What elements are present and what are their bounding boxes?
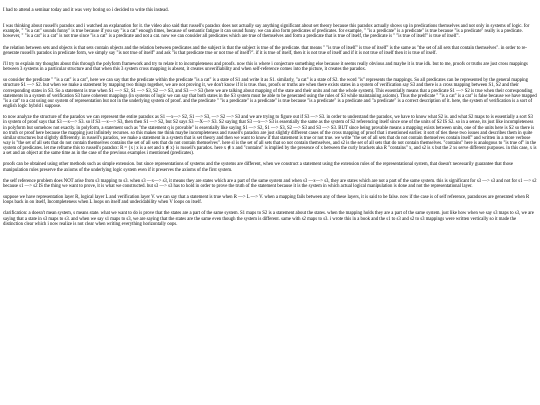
paragraph-clarification: clarification: a doesn't mean system, s means state. what we want to do is prove that the states are a part of the same system. S1 maps to S2 is a statement about the states. when the mapping holds they are a part of the same system. just like how when we say s3 maps to s3, we are saying that a state in s3 maps to s3. and when we say s1 maps to s3, we are saying that the states are the same even though the system is different. same with s2 maps to s3. i wrote this in a book and the s1 to s3 and s2 to s3 mappings were written vertically so it made the distinction clear which i now realize is not clear when writing everything horizontally oops. <box>3 211 534 227</box>
paragraph-sets-and-predicates: the relation between sets and objects is that sets contain objects and the relation between predicates and the subject is that the subject is true of the predicate. that means " "is true of itself" is true of itself" is the same as "the set of all sets that contain themselves". in order to re-generate russell's paradox in predicate form, we simply say "is not true of itself" and ask "is that predicate true or not true of itself?". if it is true of itself, then it is not true of itself and if it is not true of itself then it is true of itself. <box>3 45 527 56</box>
paragraph-self-reference: the self reference problem does NOT arise from s3 mapping to s3. when s3 —x—> s3, it means they are states which are a part of the same system and when s3 —x—> s3, they are states which are not a part of the same system. this is significant for s3 —> s3 and not for s1 —> s2 because s1 —> s2 IS the thing we want to prove, it is what we constructed. but s3 —> s3 has to hold in order to prove the truth of the statement because it is the system in which actual logical manipulation is done and not the representational layer. <box>3 178 537 189</box>
paragraph-intro: I had to attend a seminar today and it was very boring so i decided to write this instead. <box>3 8 169 13</box>
paragraph-cross-mapping-proof: so consider the predicate " "is a cat" is a cat", here we can say that the predicate within the predicate "is a cat" is a state of S1 and write it as S1. similarly, "a cat" is a state of S2. the word "is" represents the mappings. So all predicates can be represented by the general mapping structure S1 —> S2. but when we make a statement by mapping two things together, we are not proving it, we don't know if it is true. thus, proofs or truths are when there exists states in a system of verification say S3 and there is a cross mapping between S1, S2 and their corresponding states in S3. So a statement is true when S1 —> S2, S1 —> S3, S2 —> S3, and S3 —> S3 (here we are talking about mapping of the state and their units and not the whole system). This essentially means that a predicate S1 —> S2 is true when their corresponding statements in a system of verification S3 have coherent mappings (in systems of logic we can say that both states in the S3 system must be able to be generated using the rules of S3 while maintaining axioms). Thus the predicate " "is a cat" is a cat" is false because we have mapped "is a cat" to a cat using our system of representation but not in the underlying system of proof. and the predicate " "is a predicate" is a predicate" is true because "is a predicate" is a predicate and "a predicate" is a correct description of it. here, the system of verification is a sort of english logic hybrid i suppose. <box>3 78 537 110</box>
paragraph-paradox-structure: to now analyze the structure of the paradox we can represent the entire paradox as S1 —x—> S2, S1 —> S3, —> S2 —> S3 and we are trying to figure out if S3 —> S3. in order to understand the paradox, we have to know what S2 is. and what S2 maps to is essentially a sort S3 in system of proof says that S3 —x—> S3. so if S3 —x—> S3, then then S1 —> S2, but S2 says S3 —X—> S3. S2 saying that S3 —x—> S3 is essentially the same as the system of S2 referencing itself since one of the units of S2 IS S2. so in a sense, its just like incompleteness in polyform but somehow not exactly. in polyform, a statement such as "the statement q is provable" is essentially like saying S1 —> S2, S1 —> S3, S2 —> S3 and S3 —> S3. BUT since being provable means a mapping exists between units, one of the units here is S2 so there is no truth or proof here because the mapping just infinitely recurses. so this makes me think maybe incompleteness and russell's paradox are just slightly different cases of the cross mapping of proof that i mentioned earlier. it sort of ties these two issues and describes them in quite similar structures but slightly differently. in russell's paradox, we make a statement in a system that is set theory and then we want to know if that statement is true or not true. we write "the set of all sets that do not contain themselves contain itself" and written in a more verbose way is "the set of all sets that do not contain themselves contains the set of all sets that do not contain themselves". here sl is the set of all sets that so not contain themselves, and s2 is the set of all sets that do not contain themselves. "contains" here is analogous to "is true of" in the system of predicates. let me reframe this to russell's paradox: R = {x | x is a set and x ∉ x} is russell's paradox. here x ∉ x and "contains" is implied by the presence of x between the curly brackets aka R "contains" x, and s2 is x but the 2 xs serve different purposes. in this case, x is a set and an object at the same time as in the case of the previous examples i mentioned (predicates). <box>3 115 537 157</box>
paragraph-polyform-framework: i'll try to explain my thoughts about this through the polyform framework and try to relate it to incompleteness and proofs. now this is where i conjecture something else because it seems really obvious and maybe it is true idk. but to me, proofs or truths are just cross mappings between 3 systems in a particular structure and that when this 3 system cross mapping is absent, it creates unverifiability and when self-reference comes into the picture, it creates the paradox. <box>3 61 528 73</box>
paragraph-russells-paradox-video: I was thinking about russell's paradox and i watched an explanation for it. the video also said that russell's paradox does not actually say anything significant about set theory because this paradox actually shows up in predications themselves and not only in systems of logic. for example, " "is a cat" sounds funny" is true because if you say "is a cat" enough times, because of semantic fatigue it can sound funny. we can also form predicates of predicates. for example, " "is a predicate" is a predicate" is true because "is a predicate" really is a predicate. however, " "is a cat" is a cat" is not true since "is a cat" is a predicate and not a cat. now we can consider all predicates which are true of themselves and form a predicate that is true of itself, the predicate is " "is true of itself" is true of itself". <box>3 24 530 40</box>
paragraph-simple-extension: proofs can be obtained using other methods such as simple extension. but since representations of systems and the systems are different, when we construct a statement using the extension rules of the representational system, that doesn't necessarily guarantee that those manipulation rules preserve the axioms of the underlying logic system even if it preserves the axioms of the first system. <box>3 162 513 173</box>
paragraph-layers: suppose we have representation layer R, logical layer L and verification layer V. we can say that a statement is true when R —> L —> V. when a mapping fails between any of these layers, it is said to be false. now if the case is of self reference, paradoxes are generated when R loops back in on itself, Incompleteness when L loops on itself and undecidability when V loops on itself. <box>3 195 530 206</box>
